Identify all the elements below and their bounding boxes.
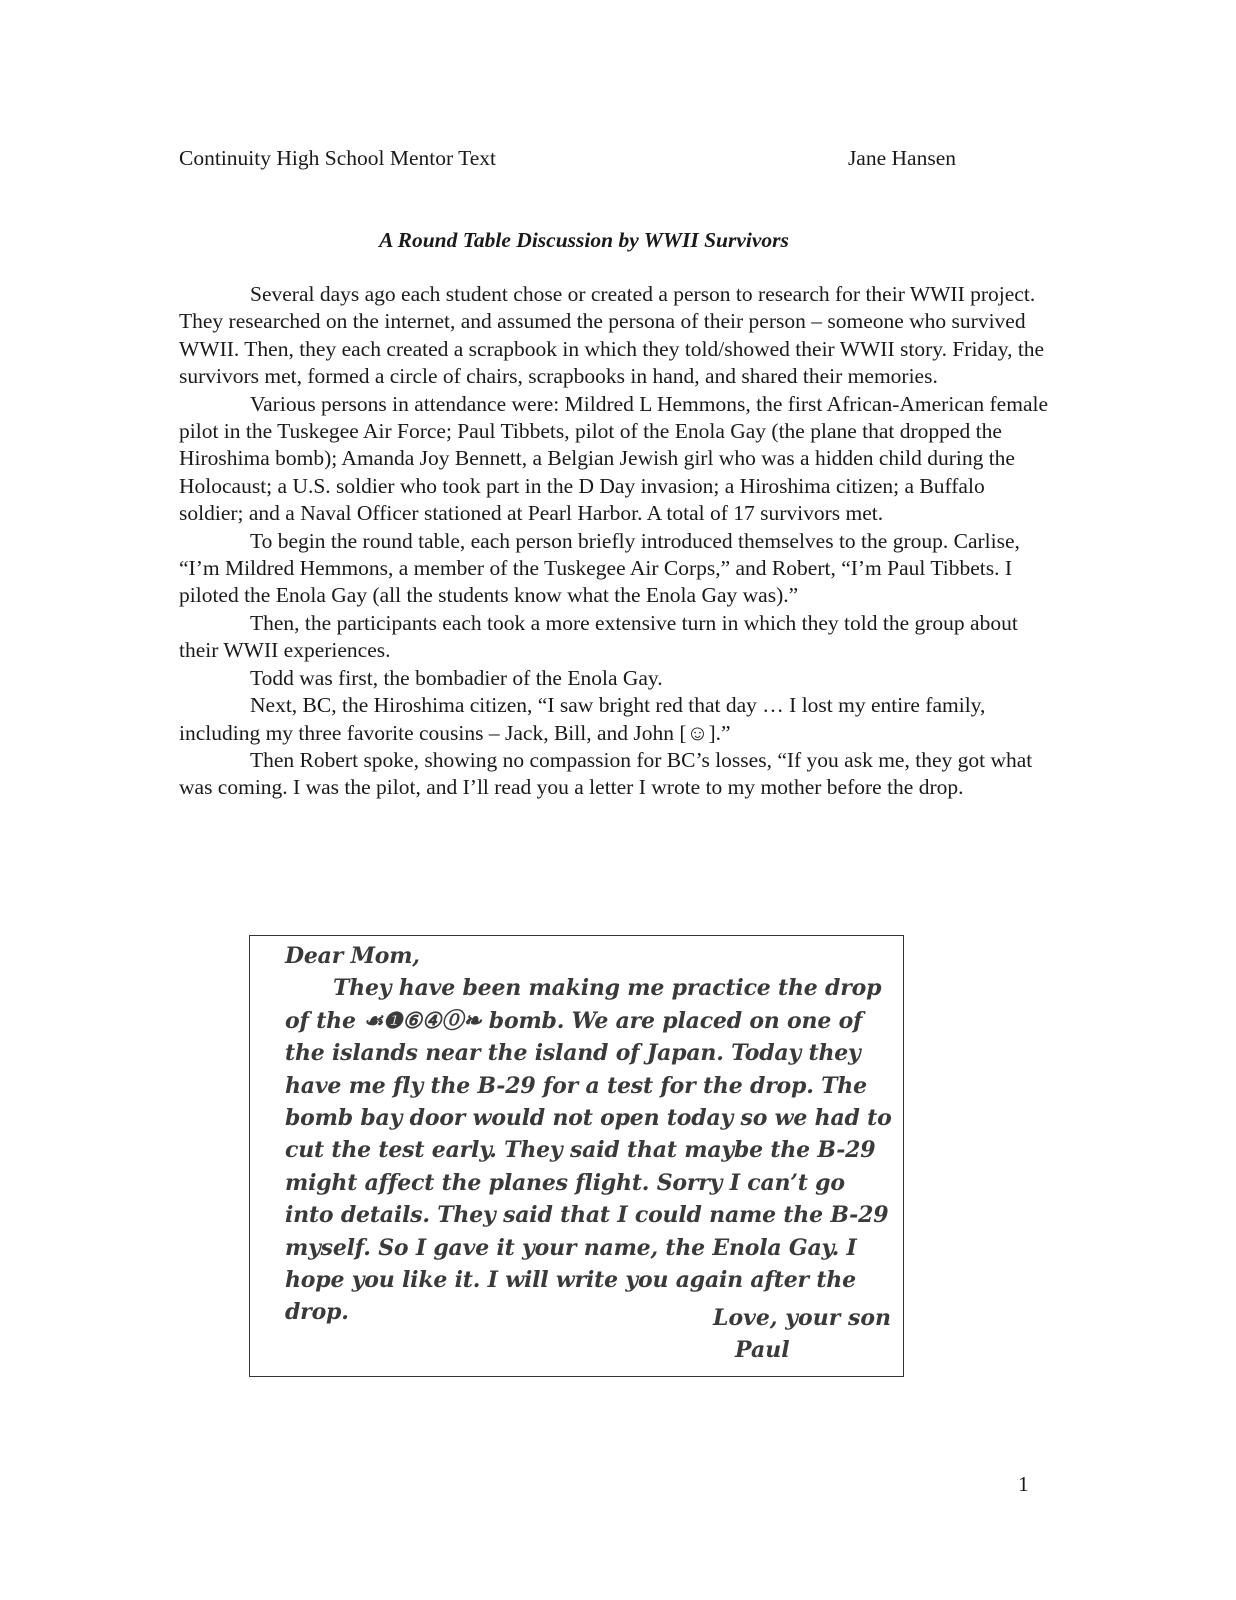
document-body [179,281,1049,802]
paragraph: Several days ago each student chose or created a person to research for their WWII project. They researched on the internet, and assumed the persona of their person – someone who survived WWII. Then, they each created a scrapbook in which they told/showed their WWII story. Friday, the survivors met, formed a circle of chairs, scrapbooks in hand, and shared their memories. [179,282,1045,389]
page-number: 1 [1018,1472,1029,1496]
letter-greeting: Dear Mom, [285,943,420,969]
letter-closing: Love, your son [713,1305,891,1331]
document-title: A Round Table Discussion by WWII Survivors [379,228,789,252]
header-school: Continuity High School Mentor Text [179,146,497,170]
paragraph: Next, BC, the Hiroshima citizen, “I saw bright red that day … I lost my entire family, including my three favorite cousins – Jack, Bill, and John [☺].” [179,693,986,745]
paragraph: Todd was first, the bombadier of the Enola Gay. [250,665,663,690]
letter-signature: Paul [735,1337,790,1363]
page-header [179,144,956,172]
header-author: Jane Hansen [847,146,956,170]
paragraph: Then Robert spoke, showing no compassion for BC’s losses, “If you ask me, they got what was coming. I was the pilot, and I’ll read you a letter I wrote to my mother before the drop. [179,747,1033,800]
letter-box [249,935,904,1377]
letter-text [285,940,895,1329]
paragraph: Various persons in attendance were: Mildred L Hemmons, the first African-American female pilot in the Tuskegee Air Force; Paul Tibbets, pilot of the Enola Gay (the plane that dropped the Hiroshima bomb); Amanda Joy Bennett, a Belgian Jewish girl who was a hidden child during the Holocaust; a U.S. soldier who took part in the D Day invasion; a Hiroshima citizen; a Buffalo soldier; and a Naval Officer stationed at Pearl Harbor. A total of 17 survivors met. [179,391,1049,526]
paragraph: To begin the round table, each person briefly introduced themselves to the group. Carlise, “I’m Mildred Hemmons, a member of the Tuskegee Air Corps,” and Robert, “I’m Paul Tibbets. I piloted the Enola Gay (all the students know what the Enola Gay was).” [179,528,1020,608]
letter-body: They have been making me practice the drop of the ☙❶⑥④⓪❧ bomb. We are placed on one of the islands near the island of Japan. Today they have me fly the B-29 for a test for the drop. The bomb bay door would not open today so we had to cut the test early. They said that maybe the B-29 might affect the planes flight. Sorry I can’t go into details. They said that I could name the B-29 myself. So I gave it your name, the Enola Gay. I hope you like it. I will write you again after the drop. [285,975,892,1326]
paragraph: Then, the participants each took a more extensive turn in which they told the group about their WWII experiences. [179,610,1018,663]
